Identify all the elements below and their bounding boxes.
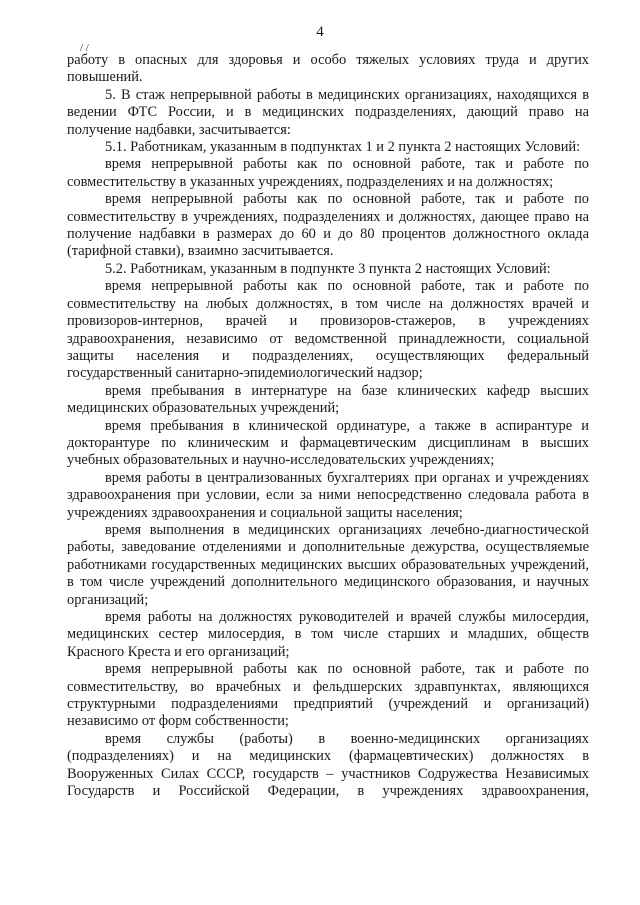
- page-number: 4: [316, 24, 324, 40]
- paragraph-item-5-2: 5.2. Работникам, указанным в подпункте 3 пункта 2 настоящих Условий:: [105, 260, 551, 277]
- paragraph-item-5-1: 5.1. Работникам, указанным в подпунктах 1 и 2 пункта 2 настоящих Условий:: [105, 139, 581, 156]
- paragraph-continuation: работу в опасных для здоровья и особо тяжелых условиях труда и других повышений.: [67, 52, 589, 86]
- paragraph: время непрерывной работы как по основной работе, так и работе по совместительству в указанных учреждениях, подразделениях и на должностях;: [67, 156, 589, 190]
- paragraph: время службы (работы) в военно-медицинских организациях (подразделениях) и на медицинских (фармацевтических) должностях в Вооруженных Силах СССР, государств – участников Содружества Независимых Государств и Российской Федерации, в учреждениях здравоохранения,: [67, 730, 589, 800]
- paragraph: время выполнения в медицинских организациях лечебно-диагностической работы, заведование отделениями и дополнительные дежурства, осуществляемые работниками государственных медицинских высших образовательных учреждений, в том числе учреждений дополнительного медицинского образования, и научных организаций;: [67, 521, 589, 608]
- paragraph: время непрерывной работы как по основной работе, так и работе по совместительству, во врачебных и фельдшерских здравпунктах, являющихся структурными подразделениями предприятий (учреждений и организаций) независимо от форм собственности;: [67, 661, 589, 730]
- paragraph: время работы в централизованных бухгалтериях при органах и учреждениях здравоохранения при условии, если за ними непосредственно следовала работа в учреждениях здравоохранения и социальной защиты населения;: [67, 469, 589, 521]
- paragraph: время непрерывной работы как по основной работе, так и работе по совместительству в учреждениях, подразделениях и должностях, дающее право на получение надбавки в размерах до 60 и до 80 процентов должностного оклада (тарифной ставки), взаимно засчитывается.: [67, 191, 589, 260]
- paragraph: время пребывания в интернатуре на базе клинических кафедр высших медицинских образовательных учреждений;: [67, 382, 589, 417]
- paragraph-item-5: 5. В стаж непрерывной работы в медицинских организациях, находящихся в ведении ФТС России, и в медицинских подразделениях, дающий право на получение надбавки, засчитывается:: [67, 86, 589, 138]
- corner-mark: / /: [80, 42, 89, 54]
- document-body: [67, 52, 589, 800]
- paragraph: время непрерывной работы как по основной работе, так и работе по совместительству на любых должностях, в том числе на должностях врачей и провизоров-интернов, врачей и провизоров-стажеров, в учреждениях здравоохранения, независимо от ведомственной принадлежности, социальной защиты населения и подразделениях, осуществляющих федеральный государственный санитарно-эпидемиологический надзор;: [67, 278, 589, 382]
- paragraph: время работы на должностях руководителей и врачей службы милосердия, медицинских сестер милосердия, в том числе старших и младших, обществ Красного Креста и его организаций;: [67, 609, 589, 660]
- paragraph: время пребывания в клинической ординатуре, а также в аспирантуре и докторантуре по клиническим и фармацевтическим дисциплинам в высших учебных образовательных и научно-исследовательских учреждениях;: [67, 417, 589, 469]
